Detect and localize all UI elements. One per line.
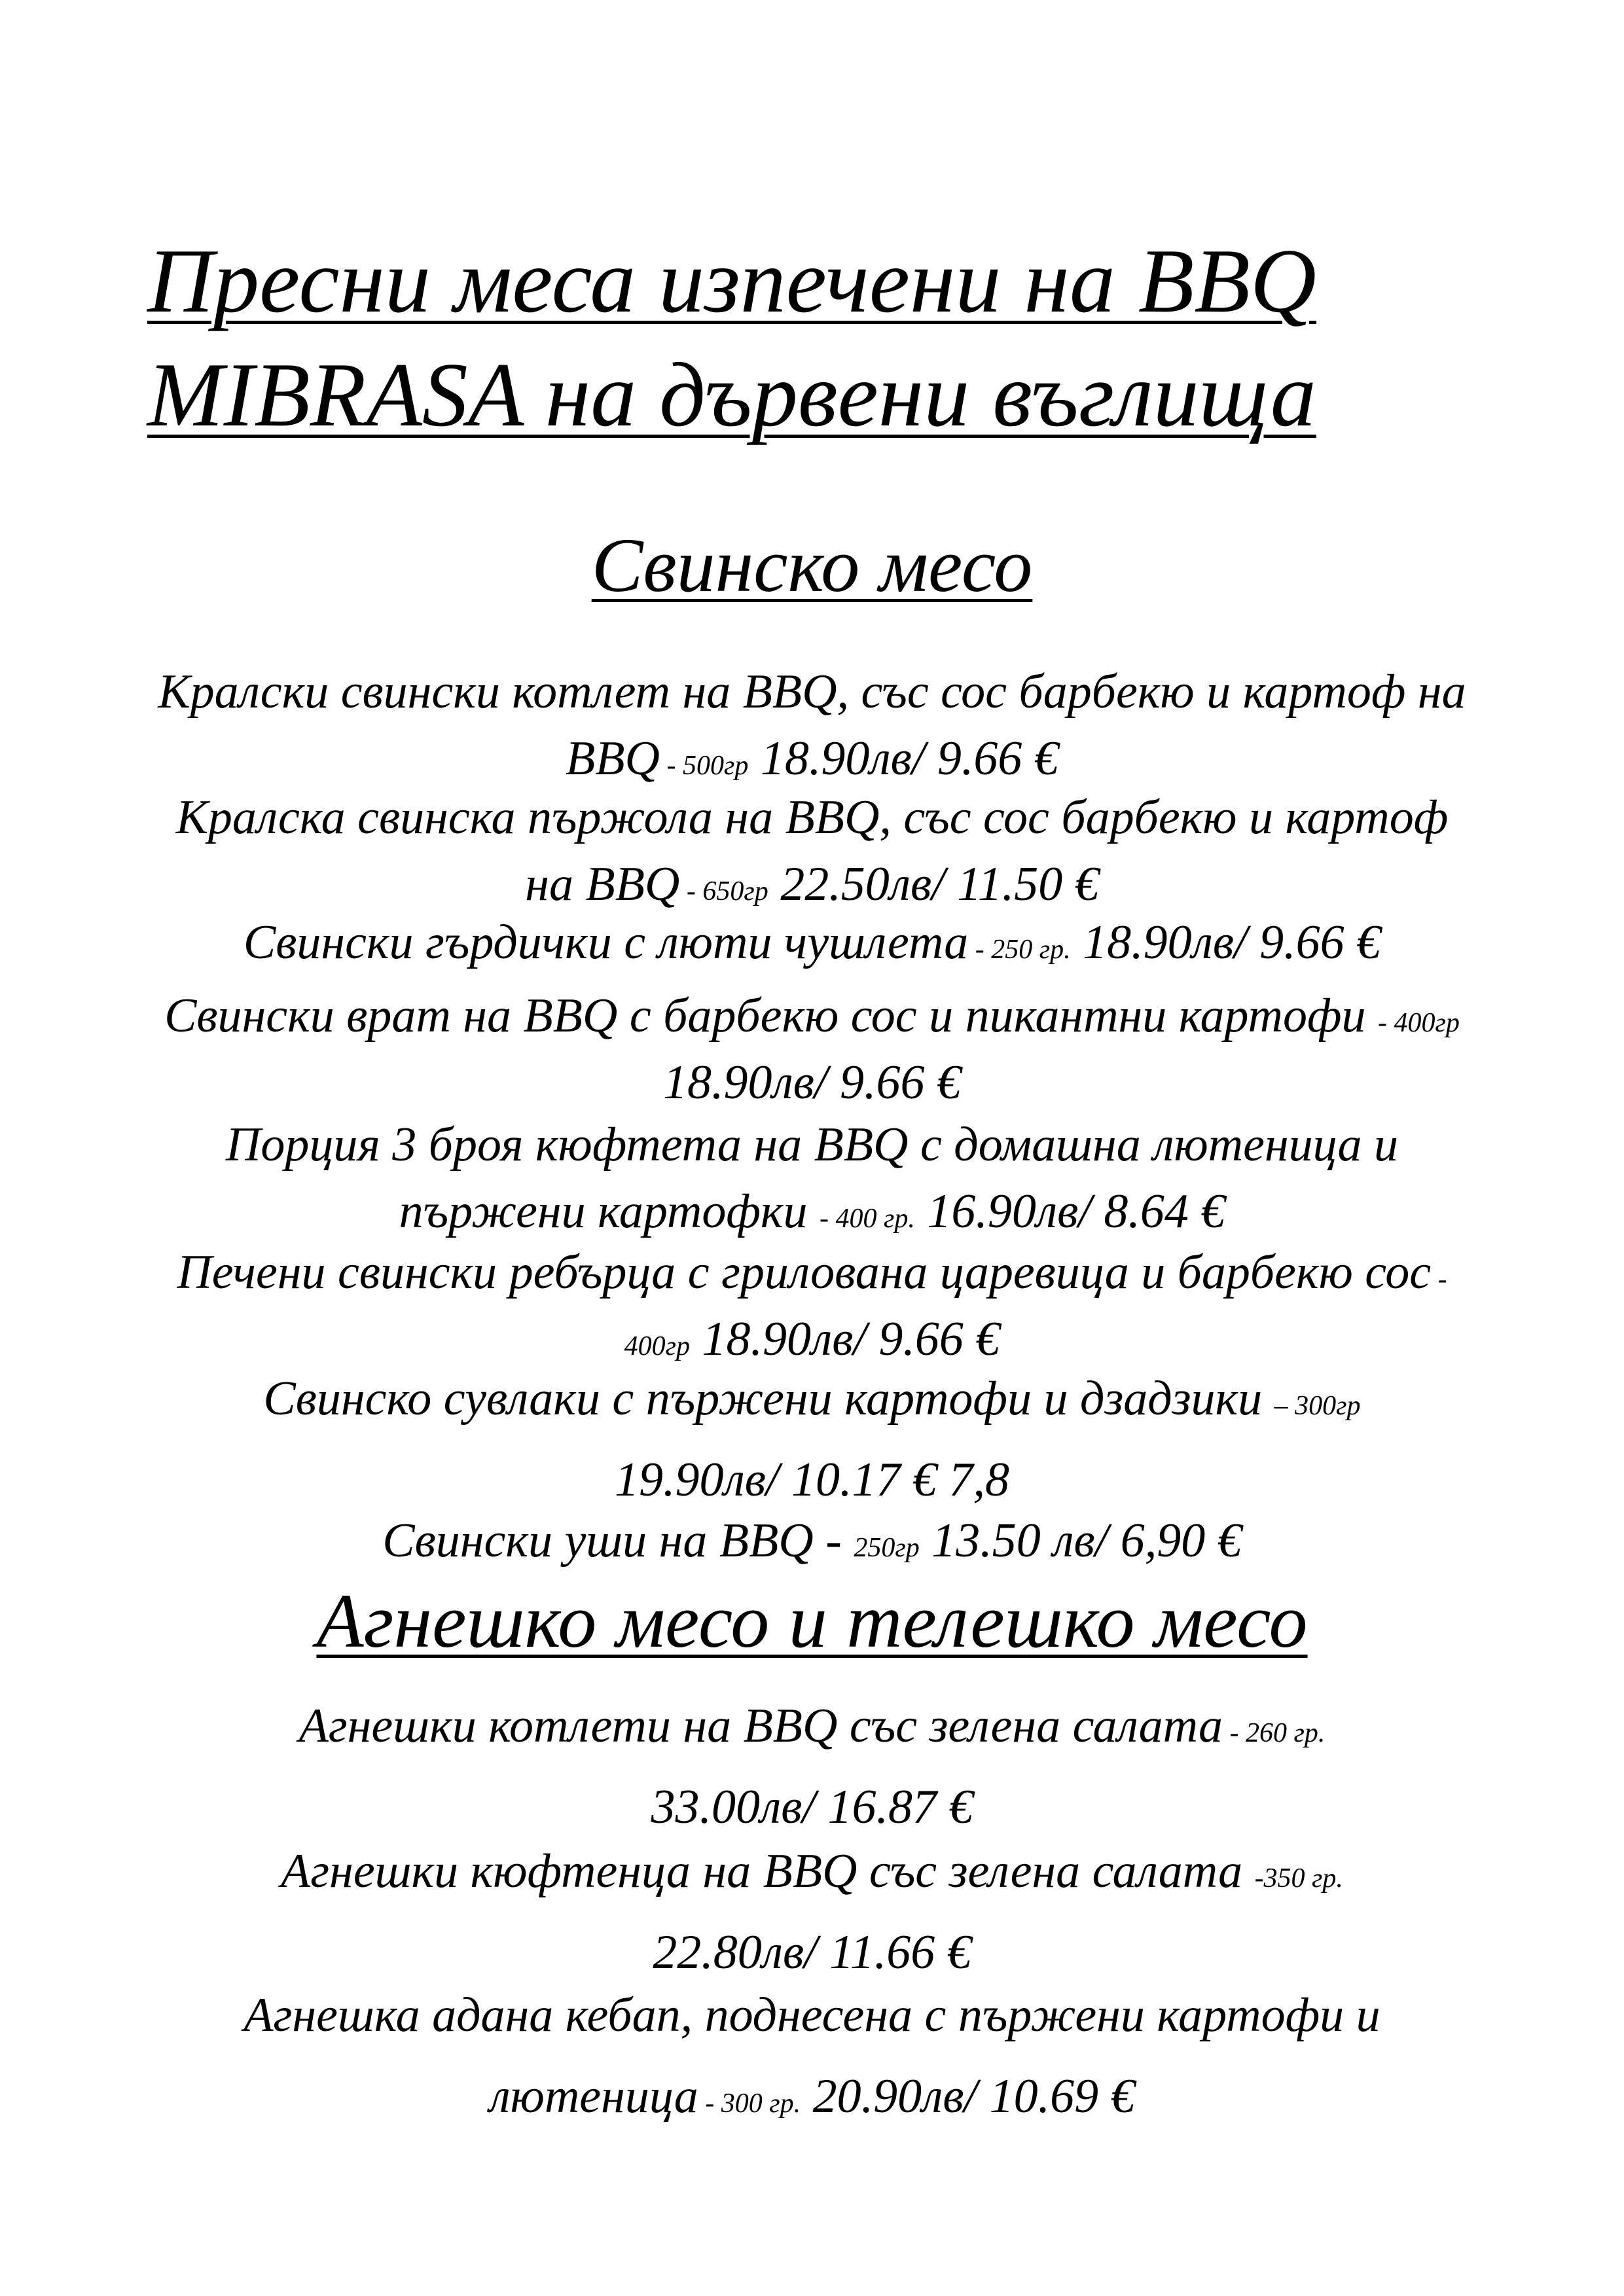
menu-item: Порция 3 броя кюфтета на BBQ с домашна лютеница и пържени картофки - 400 гр. 16.90лв/ 8.64 € [225,1118,1399,1238]
section-heading-lamb-veal: Агнешко месо и телешко месо [316,1578,1308,1664]
menu-item: Свински врат на BBQ с барбекю сос и пикантни картофи - 400гр 18.90лв/ 9.66 € [164,989,1460,1109]
section-heading-pork: Свинско месо [591,522,1033,608]
menu-item: Кралски свински котлет на BBQ, със сос барбекю и картоф на BBQ - 500гр 18.90лв/ 9.66 € [158,665,1466,785]
menu-item: Кралска свинска пържола на BBQ, със сос барбекю и картоф на BBQ - 650гр 22.50лв/ 11.50 € [175,791,1449,911]
menu-item: Свински гърдички с люти чушлета - 250 гр. 18.90лв/ 9.66 € [243,916,1381,969]
title-line-1: Пресни меса изпечени на BBQ [147,230,1317,332]
menu-title [147,230,1483,446]
menu-item: Агнешки котлети на BBQ със зелена салата - 260 гр. 33.00лв/ 16.87 € [298,1699,1326,1834]
title-line-2: MIBRASA на дървени въглища [147,344,1316,446]
menu-item: Агнешка адана кебап, поднесена с пържени картофи и лютеница - 300 гр. 20.90лв/ 10.69 € [244,1988,1380,2123]
menu-item: Агнешки кюфтенца на BBQ със зелена салата -350 гр. 22.80лв/ 11.66 € [281,1844,1343,1979]
menu-item: Печени свински ребърца с грилована царевица и барбекю сос - 400гр 18.90лв/ 9.66 € [177,1246,1447,1366]
menu-item: Свински уши на BBQ - 250гр 13.50 лв/ 6,90 € [382,1514,1242,1568]
menu-item: Свинско сувлаки с пържени картофи и дзадзики – 300гр 19.90лв/ 10.17 € 7,8 [263,1372,1361,1507]
